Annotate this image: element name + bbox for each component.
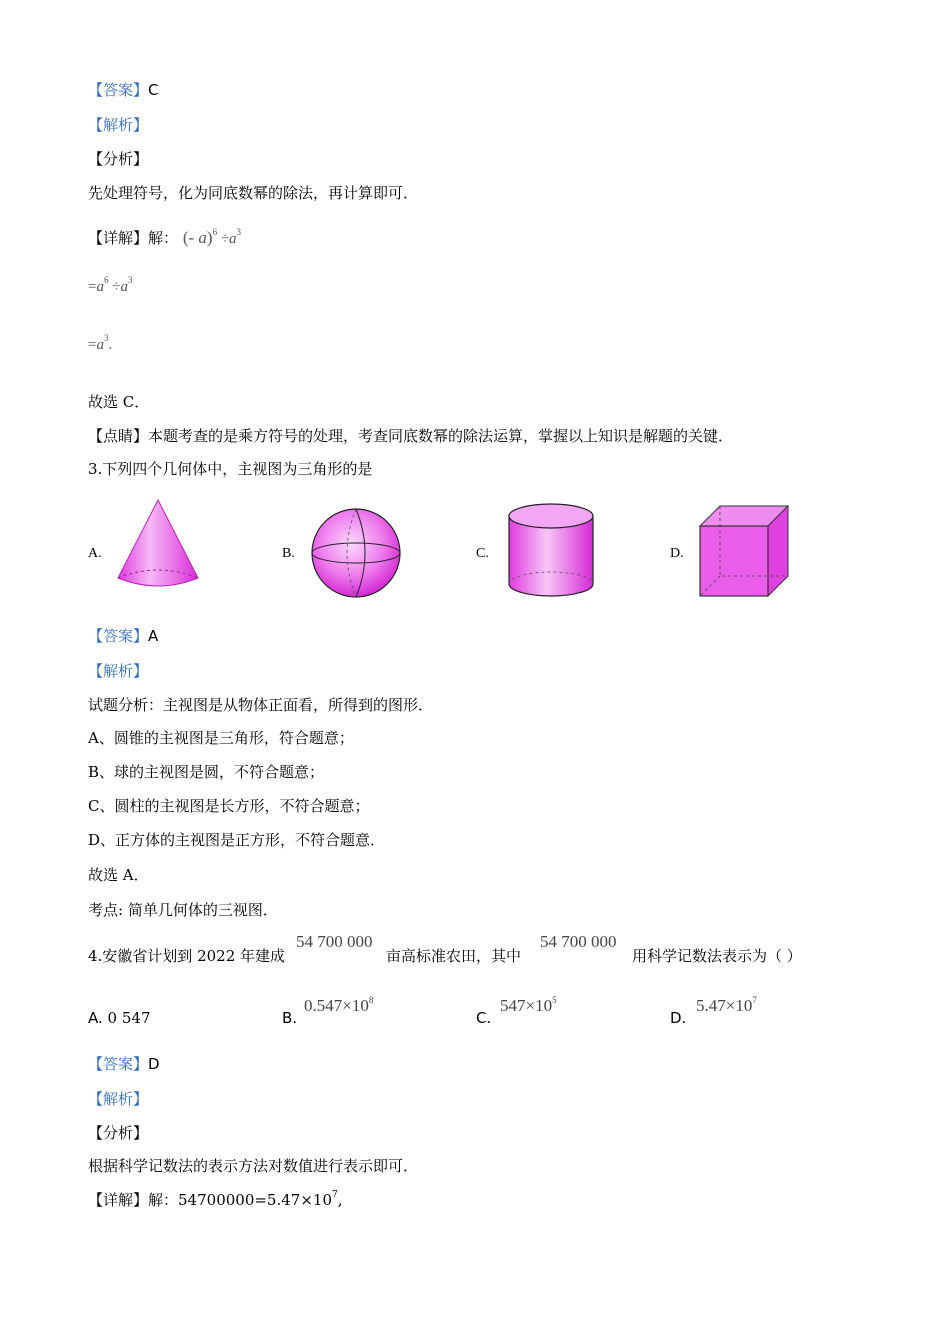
q3-analysis-tag: 【解析】 (88, 662, 149, 680)
detail-tag: 【详解】 (88, 1191, 149, 1209)
q4-option-a (88, 1008, 151, 1028)
option-c-mantissa: 547×10 (500, 996, 553, 1015)
q4-title-part3: 用科学记数法表示为（ ） (632, 947, 802, 965)
detail-tag: 【详解】 (88, 229, 149, 247)
option-a-label: A. (88, 1009, 103, 1027)
answer-tag: 【答案】 (88, 1055, 149, 1073)
option-b-exp: 8 (368, 995, 374, 1005)
q4-analysis-tag: 【解析】 (88, 1090, 149, 1108)
expr1-a: a (198, 228, 207, 247)
q2-choose: 故选 C． (88, 393, 150, 411)
q3-option-d-label: D. (670, 546, 684, 561)
q4-option-d (670, 1008, 686, 1028)
option-c-label: C. (476, 1009, 492, 1027)
expr3-eq: = (88, 337, 97, 353)
answer-value: C (148, 81, 159, 99)
q4-option-c-value (500, 996, 557, 1016)
answer-tag: 【答案】 (88, 627, 149, 645)
expr3-a: a (96, 337, 104, 353)
q2-answer-line (88, 80, 159, 100)
q3-answer-line (88, 626, 158, 646)
option-d-mantissa: 5.47×10 (696, 996, 753, 1015)
cylinder-figure (506, 500, 596, 600)
option-c-exp: 5 (552, 995, 557, 1005)
q2-expr2-line (88, 276, 132, 297)
q4-answer-line (88, 1054, 160, 1074)
q3-choose: 故选 A． (88, 866, 149, 884)
q4-option-c (476, 1008, 491, 1028)
expr1-open: (- (182, 228, 199, 247)
q3-option-a-label: A. (88, 546, 102, 561)
detail-text: 解：54700000=5.47×10 (148, 1191, 332, 1209)
expr1-exp: 6 (212, 227, 218, 237)
expr2-b-exp: 3 (127, 275, 133, 285)
expr2-eq: = (88, 279, 97, 295)
q4-detail-line (88, 1190, 343, 1210)
option-b-mantissa: 0.547×10 (304, 996, 369, 1015)
detail-exp: 7 (332, 1190, 338, 1200)
q4-option-b-value (304, 996, 373, 1016)
q4-number-1: 54 700 000 (296, 932, 373, 951)
cube-figure (696, 502, 792, 598)
q2-expr3-line (88, 334, 112, 355)
expr2-a: a (96, 279, 104, 295)
sphere-figure (308, 506, 404, 600)
q3-option-a-explain: A、圆锥的主视图是三角形，符合题意； (88, 729, 354, 747)
comment-tag: 【点睛】 (88, 427, 149, 445)
q4-title-part2: 亩高标准农田，其中 (386, 947, 522, 965)
option-a-value: 0 547 (107, 1009, 151, 1027)
q3-option-d-explain: D、正方体的主视图是正方形，不符合题意． (88, 831, 386, 849)
q3-option-b-label: B. (282, 546, 295, 561)
q3-analysis-text: 试题分析：主视图是从物体正面看，所得到的图形． (88, 696, 434, 714)
expr3-exp: 3 (103, 333, 109, 343)
expr2-b: a (120, 279, 128, 295)
q4-title-part1: 4.安徽省计划到 2022 年建成 (88, 947, 286, 965)
q2-analysis-tag: 【解析】 (88, 116, 149, 134)
q4-option-d-value (696, 996, 757, 1016)
option-d-label: D. (670, 1009, 687, 1027)
answer-value: D (148, 1055, 160, 1073)
expr1-b: a (229, 231, 237, 247)
detail-prefix: 解： (148, 229, 179, 247)
q3-option-c-explain: C、圆柱的主视图是长方形，不符合题意； (88, 797, 370, 815)
q3-option-b-explain: B、球的主视图是圆，不符合题意； (88, 763, 325, 781)
expr1-div: ÷ (217, 231, 230, 247)
q2-comment-line (88, 426, 733, 446)
q4-fenxi-text: 根据科学记数法的表示方法对数值进行表示即可． (88, 1157, 419, 1175)
answer-tag: 【答案】 (88, 81, 149, 99)
q4-fenxi-tag: 【分析】 (88, 1124, 149, 1142)
expr1-b-exp: 3 (236, 227, 242, 237)
expr1-close: ) (206, 228, 213, 247)
detail-end: , (337, 1191, 343, 1209)
expr2-div: ÷ (108, 279, 121, 295)
q4-number-2: 54 700 000 (540, 932, 617, 951)
option-d-exp: 7 (752, 995, 757, 1005)
q3-kaodian: 考点: 简单几何体的三视图． (88, 901, 278, 919)
expr3-end: . (108, 337, 113, 353)
answer-value: A (148, 627, 159, 645)
q3-option-c-label: C. (476, 546, 489, 561)
q2-detail-line (88, 228, 241, 249)
comment-text: 本题考查的是乘方符号的处理，考查同底数幂的除法运算，掌握以上知识是解题的关键． (148, 427, 734, 445)
expr2-exp: 6 (103, 275, 109, 285)
q3-title: 3.下列四个几何体中，主视图为三角形的是 (88, 460, 373, 478)
cone-figure (112, 496, 204, 592)
option-b-label: B. (282, 1009, 298, 1027)
q2-fenxi-tag: 【分析】 (88, 150, 149, 168)
q4-option-b (282, 1008, 297, 1028)
q2-fenxi-text: 先处理符号，化为同底数幂的除法，再计算即可． (88, 184, 419, 202)
